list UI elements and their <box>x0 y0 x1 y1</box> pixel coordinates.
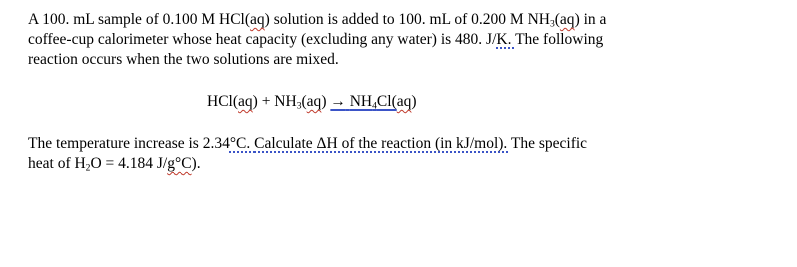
problem-intro-paragraph <box>28 10 788 70</box>
question-line-1 <box>28 134 788 154</box>
intro-line-1 <box>28 10 788 30</box>
equation-text: Cl( <box>376 93 397 110</box>
intro-line-3: reaction occurs when the two solutions are mixed. <box>28 51 339 68</box>
spellcheck-flag-aq[interactable]: aq <box>306 93 322 110</box>
question-text: The specific <box>510 135 588 152</box>
equation-text: HCl( <box>207 93 238 110</box>
grammar-flag-question[interactable]: Calculate ΔH of the reaction (in kJ/mol). <box>254 135 511 152</box>
intro-line-2 <box>28 30 788 50</box>
equation-text: ( <box>301 93 307 110</box>
question-text: ). <box>191 155 201 172</box>
subscript: 3 <box>296 100 302 112</box>
spellcheck-flag-aq[interactable]: aq <box>250 11 265 28</box>
subscript: 4 <box>372 100 377 112</box>
question-text: heat of H <box>28 155 86 172</box>
reaction-arrow: → <box>330 93 346 110</box>
grammar-flag-unit[interactable]: K. <box>496 31 516 48</box>
problem-question-paragraph <box>28 134 788 174</box>
intro-text: The following <box>515 31 604 48</box>
spellcheck-flag-unit[interactable]: g°C <box>167 155 192 172</box>
intro-text: ( <box>554 11 560 28</box>
intro-text: A 100. mL sample of 0.100 M HCl( <box>28 11 251 28</box>
question-line-2 <box>28 154 788 174</box>
intro-text: coffee-cup calorimeter whose heat capacity (excluding any water) is 480. J/ <box>28 31 497 48</box>
question-text: O = 4.184 J/ <box>90 155 168 172</box>
intro-text: ) solution is added to 100. mL of 0.200 M NH <box>264 11 550 28</box>
spellcheck-flag-aq[interactable]: aq <box>238 93 253 110</box>
grammar-flag-temperature[interactable]: °C. <box>229 135 255 152</box>
document-body <box>28 10 788 174</box>
question-text: The temperature increase is 2.34 <box>28 135 230 152</box>
equation-text: + NH <box>257 93 297 110</box>
grammar-flag-product[interactable] <box>330 93 396 110</box>
subscript: 2 <box>85 162 91 174</box>
spellcheck-flag-aq[interactable]: aq <box>559 11 575 28</box>
intro-text: ) in a <box>574 11 607 28</box>
subscript: 3 <box>549 18 555 30</box>
equation-text: NH <box>349 93 373 110</box>
chemical-equation <box>207 92 788 112</box>
equation-text: ) <box>252 93 258 110</box>
equation-text: ) <box>321 93 331 110</box>
equation-text: ) <box>411 93 417 110</box>
spellcheck-flag-aq[interactable]: aq <box>396 93 412 110</box>
